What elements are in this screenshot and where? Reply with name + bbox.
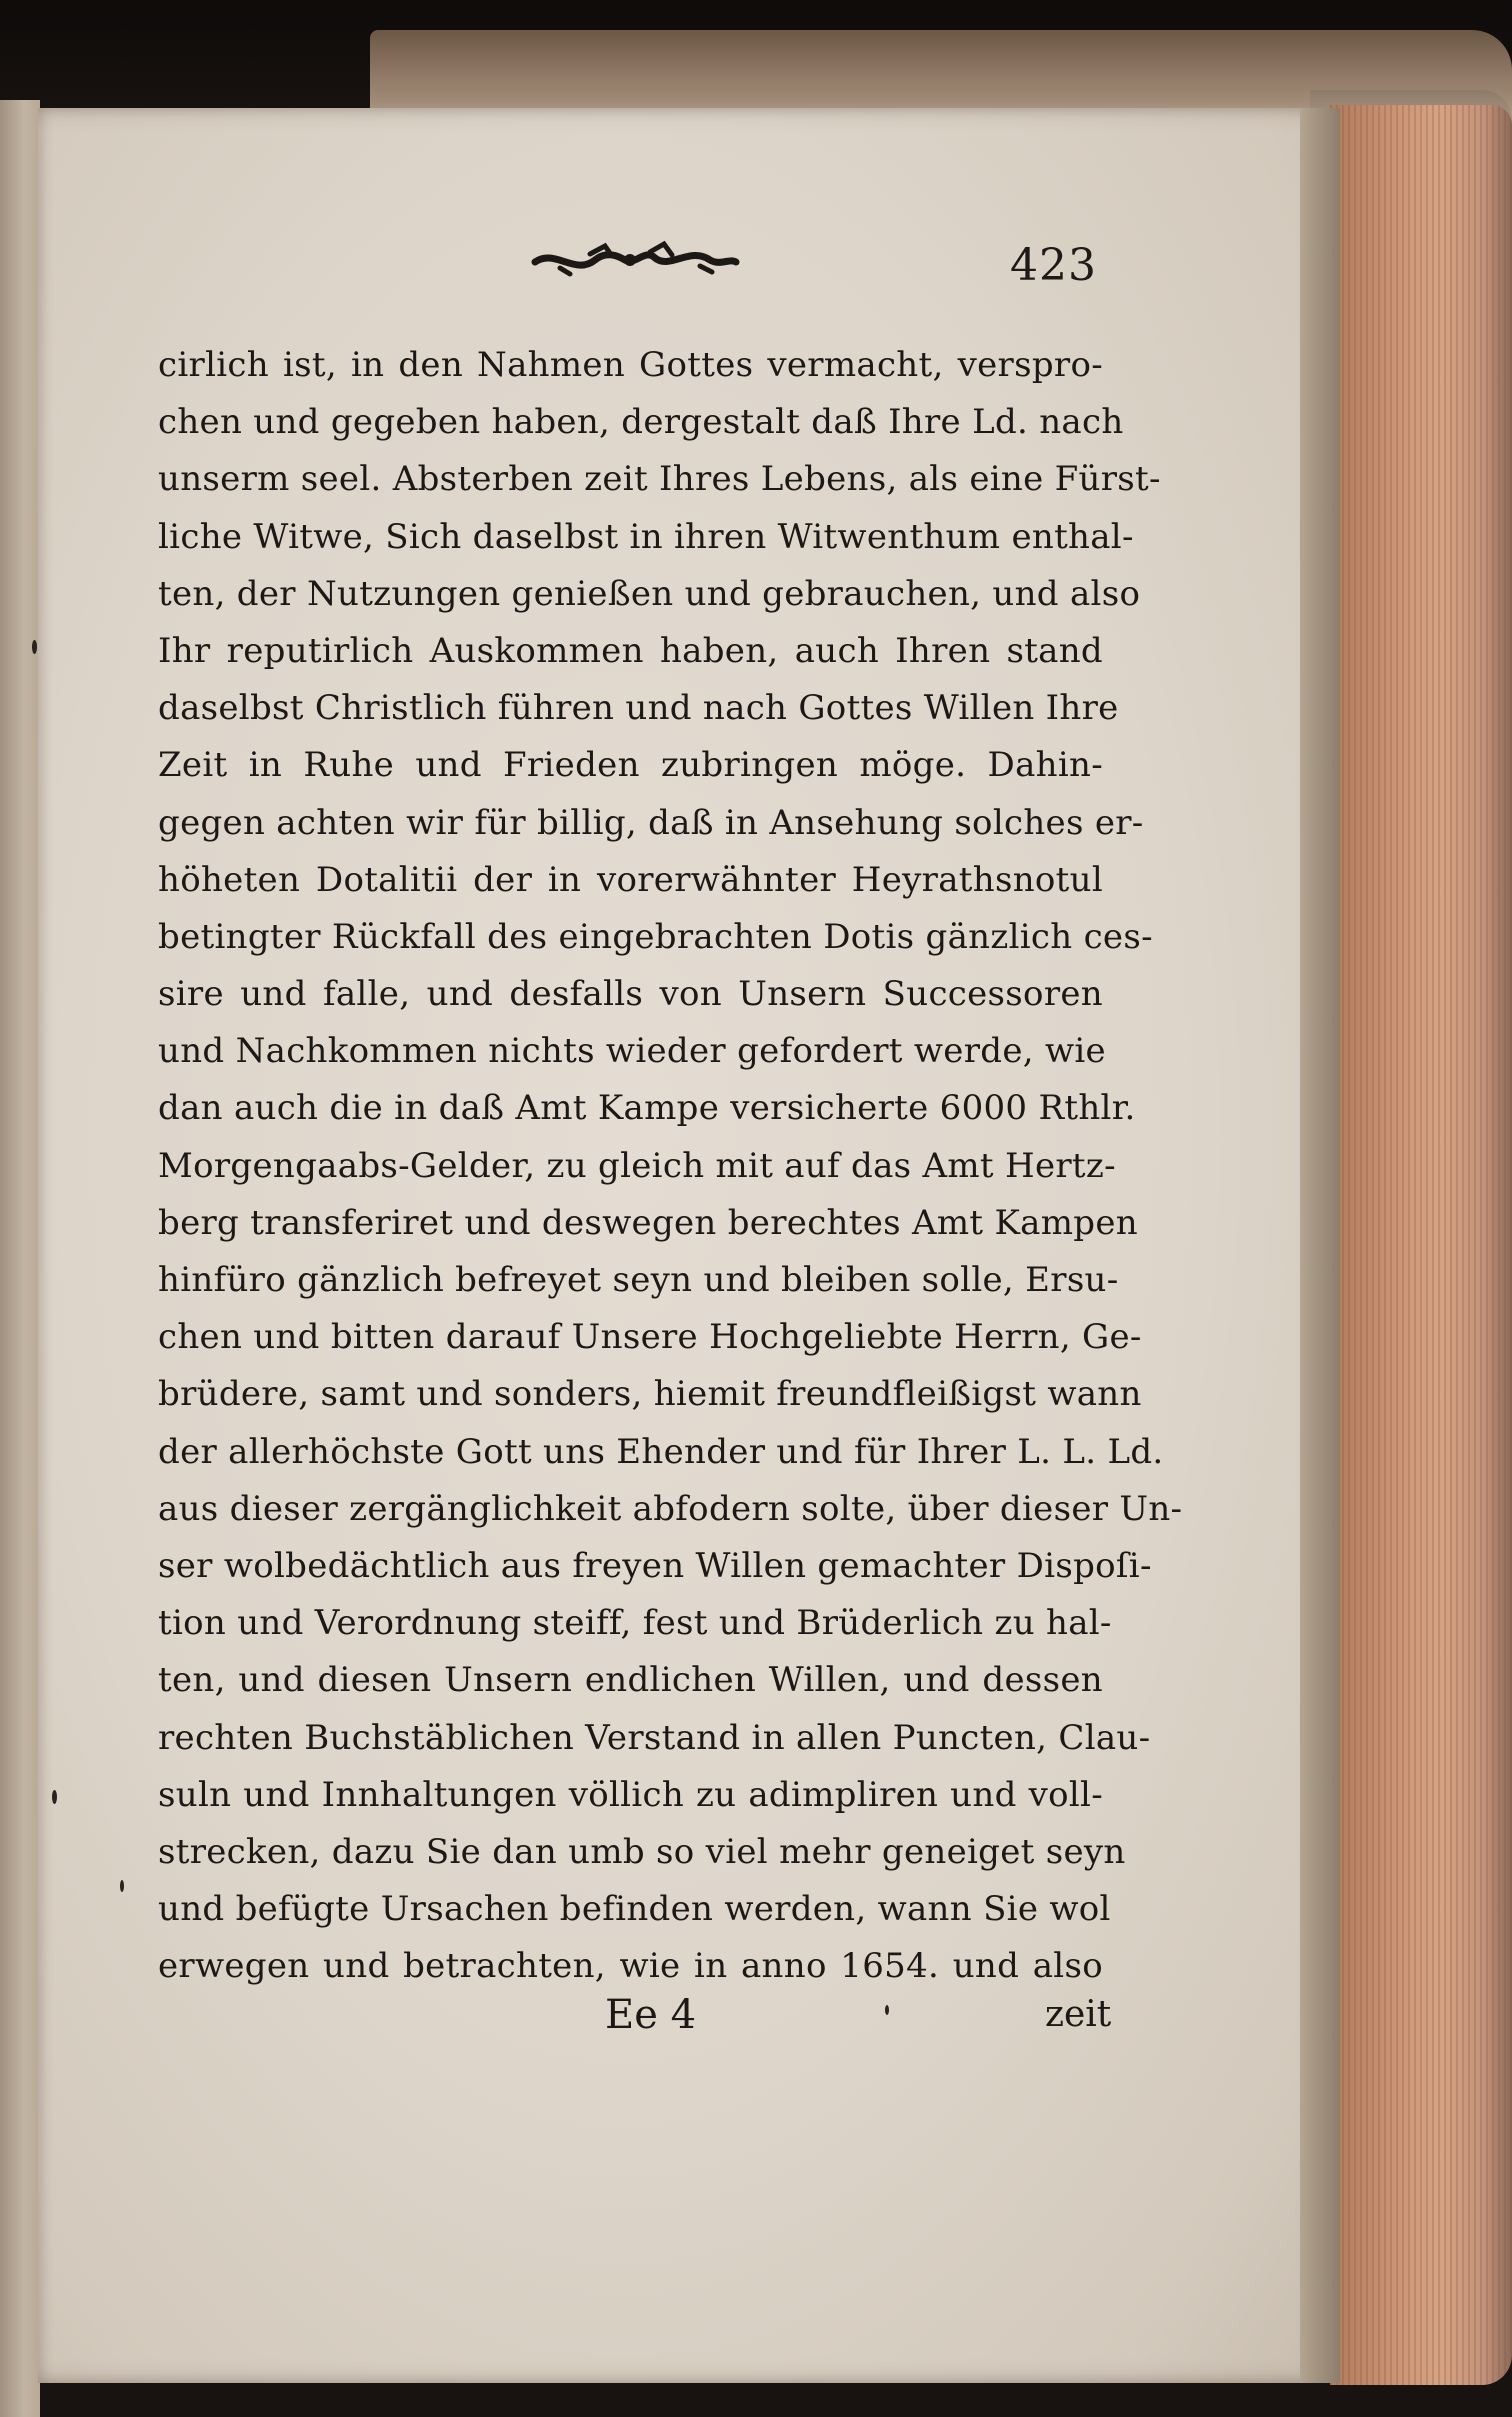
text-line: cirlich ist, in den Nahmen Gottes vermacht, verspro- — [158, 345, 1103, 385]
text-line: dan auch die in daß Amt Kampe versicherte 6000 Rthlr. — [158, 1088, 1136, 1129]
text-line: Morgengaabs-Gelder, zu gleich mit auf das Amt Hertz- — [158, 1145, 1116, 1186]
text-line: erwegen und betrachten, wie in anno 1654. und also — [158, 1946, 1103, 1987]
signature-mark: Ee 4 — [605, 1992, 697, 2038]
text-line: höheten Dotalitii der in vorerwähnter Heyrathsnotul — [158, 859, 1103, 900]
paper-speck — [52, 1790, 57, 1804]
text-line: der allerhöchste Gott uns Ehender und für Ihrer L. L. Ld. — [158, 1431, 1164, 1472]
text-line: berg transferiret und deswegen berechtes Amt Kampen — [158, 1202, 1138, 1243]
text-line: brüdere, samt und sonders, hiemit freundfleißigst wann — [158, 1374, 1142, 1415]
paper-speck — [32, 640, 37, 654]
text-line: chen und gegeben haben, dergestalt daß Ihre Ld. nach — [158, 402, 1124, 443]
text-line: strecken, dazu Sie dan umb so viel mehr geneiget seyn — [158, 1831, 1126, 1872]
facing-page-edge — [0, 100, 40, 2417]
text-line: ten, und diesen Unsern endlichen Willen, und dessen — [158, 1660, 1103, 1701]
text-line: chen und bitten darauf Unsere Hochgeliebte Herrn, Ge- — [158, 1317, 1142, 1358]
text-line: betingter Rückfall des eingebrachten Dotis gänzlich ces- — [158, 916, 1153, 957]
text-line: rechten Buchstäblichen Verstand in allen Puncten, Clau- — [158, 1717, 1151, 1758]
page-number: 423 — [1010, 240, 1097, 291]
text-line: tion und Verordnung steiff, fest und Brüderlich zu hal- — [158, 1603, 1112, 1644]
page-gutter-shadow — [1300, 108, 1340, 2383]
text-line: sire und falle, und desfalls von Unsern Successoren — [158, 974, 1103, 1015]
text-line: aus dieser zergänglichkeit abfodern solte, über dieser Un- — [158, 1488, 1183, 1529]
text-line: ser wolbedächtlich aus freyen Willen gemachter Dispoſi- — [158, 1545, 1152, 1586]
body-text — [158, 337, 1183, 1995]
text-line: hinfüro gänzlich befreyet seyn und bleiben solle, Ersu- — [158, 1260, 1119, 1300]
text-line: daselbst Christlich führen und nach Gottes Willen Ihre — [158, 688, 1119, 729]
paper-speck — [885, 2005, 889, 2015]
text-line: und Nachkommen nichts wieder gefordert werde, wie — [158, 1031, 1106, 1072]
text-line: Zeit in Ruhe und Frieden zubringen möge. Dahin- — [158, 745, 1103, 786]
book-fore-edge — [1330, 105, 1512, 2385]
text-line: und befügte Ursachen befinden werden, wann Sie wol — [158, 1889, 1111, 1930]
printer-ornament-icon — [530, 240, 740, 280]
text-line: Ihr reputirlich Auskommen haben, auch Ihren stand — [158, 630, 1103, 671]
text-line: suln und Innhaltungen völlich zu adimpliren und voll- — [158, 1774, 1103, 1815]
text-line: liche Witwe, Sich daselbst in ihren Witwenthum enthal- — [158, 516, 1134, 557]
text-line: gegen achten wir für billig, daß in Ansehung solches er- — [158, 802, 1144, 843]
catchword: zeit — [1045, 1994, 1112, 2035]
paper-speck — [120, 1880, 124, 1892]
text-line: ten, der Nutzungen genießen und gebrauchen, und also — [158, 573, 1141, 614]
text-line: unserm seel. Absterben zeit Ihres Lebens, als eine Fürst- — [158, 459, 1161, 500]
